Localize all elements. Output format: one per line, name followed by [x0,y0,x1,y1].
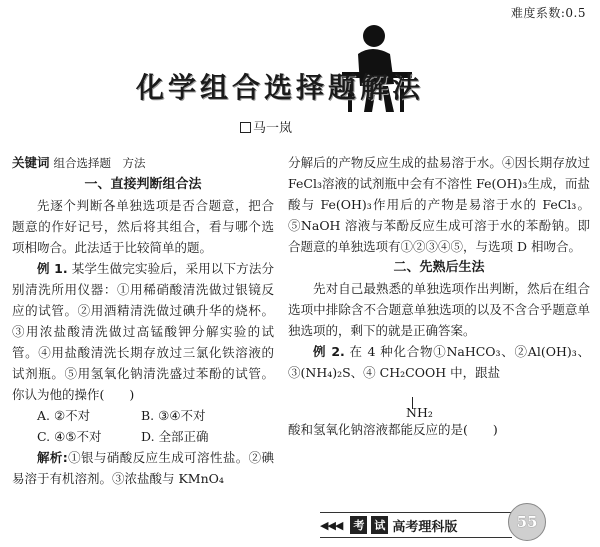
option-c: C. ④⑤不对 [37,429,102,444]
paragraph-method-1: 先逐个判断各单独选项是否合题意，把合题意的作好记号，然后将其组合，看与哪个选项相吻合。此法适于比较简单的题。 [12,198,274,255]
example-2-label: 例 2. [313,344,345,359]
paragraph-continued: 分解后的产物反应生成的盐易溶于水。④因长期存放过 FeCl₃溶液的试剂瓶中会有不溶性 Fe(OH)₃生成，而盐酸与 Fe(OH)₃作用后的产物是易溶于水的 FeCl₃。⑤NaOH 溶液与苯酚反应生成可溶于水的苯酚钠。即合题意的单独选项有①②③④⑤，与选项 D 相吻合。 [288,155,590,254]
example-1-label: 例 1. [37,261,68,276]
left-column [12,152,274,489]
amino-group: NH₂ [406,405,433,420]
option-d: D. 全部正确 [141,429,209,444]
example-2-formula: CH₂COOH [379,365,447,380]
analysis [12,447,274,489]
keywords-label: 关键词 [12,155,50,170]
footer-tag-2: 试 [371,516,388,534]
right-column [288,152,590,440]
analysis-label: 解析: [37,450,68,465]
example-2-text: 在 4 种化合物①NaHCO₃、②Al(OH)₃、③(NH₄)₂S、④ [288,344,590,380]
example-1 [12,258,274,405]
section-heading-2: 二、先熟后生法 [393,260,485,275]
example-2-tail: 中，跟盐 [450,365,501,380]
structure-substituent [288,383,590,419]
difficulty-label: 难度系数:0.5 [510,6,586,20]
footer-tag-1: 考 [350,516,367,534]
page-number: 55 [508,503,546,541]
author-box-icon [240,122,251,133]
arrows-icon: ◀◀◀ [320,518,343,532]
example-2-question: 酸和氢氧化钠溶液都能反应的是( ) [288,422,498,437]
footer-series: 高考理科版 [392,519,458,535]
example-2 [288,341,590,383]
section-heading-1: 一、直接判断组合法 [84,177,202,192]
footer-band [320,512,512,538]
example-1-text: 某学生做完实验后，采用以下方法分别清洗所用仪器：①用稀硝酸清洗做过银镜反应的试管。②用酒精清洗做过碘升华的烧杯。③用浓盐酸清洗做过高锰酸钾分解实验的试管。④用盐酸清洗长期存放过三氯化铁溶液的试剂瓶。⑤用氢氧化钠清洗盛过苯酚的试管。你认为他的操作( ) [12,261,274,402]
author-name: 马一岚 [253,121,293,136]
keywords-text: 组合选择题 方法 [53,156,146,170]
keywords-line [12,152,274,174]
option-b: B. ③④不对 [141,408,206,423]
paragraph-method-2: 先对自己最熟悉的单独选项作出判断，然后在组合选项中排除含不合题意单独选项的以及不含合乎题意单独选项的，剩下的就是正确答案。 [288,281,590,338]
options-row-1 [12,405,274,426]
options-row-2 [12,426,274,447]
article-title: 化学组合选择题解法 [136,71,425,104]
option-a: A. ②不对 [37,408,91,423]
author-line [240,117,292,136]
analysis-text: ①银与硝酸反应生成可溶性盐。②碘易溶于有机溶剂。③浓盐酸与 KMnO₄ [12,450,274,486]
